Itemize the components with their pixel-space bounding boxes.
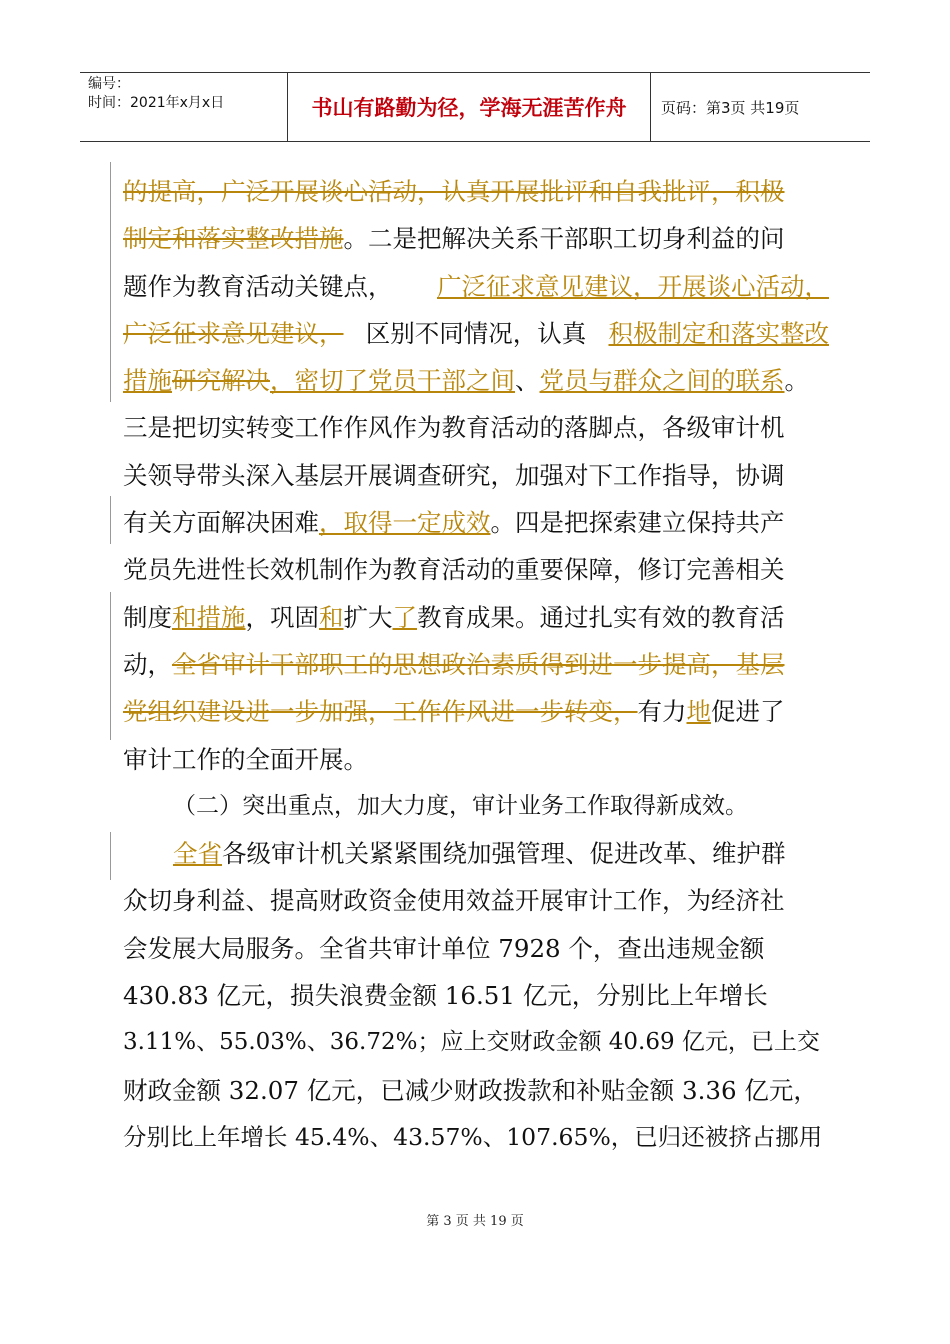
change-bar bbox=[110, 592, 111, 740]
body-text: 党员先进性长效机制作为教育活动的重要保障，修订完善相关 bbox=[123, 555, 785, 585]
body-text: 题作为教育活动关键点， bbox=[123, 271, 393, 301]
text-line bbox=[123, 404, 829, 451]
text-line bbox=[123, 1067, 829, 1114]
inserted-text: 和 bbox=[319, 602, 344, 632]
inserted-text: 措施 bbox=[123, 366, 172, 396]
deleted-text: 党组织建设进一步加强，工作作风进一步转变， bbox=[123, 697, 638, 727]
text-line bbox=[123, 1019, 829, 1066]
change-bar bbox=[110, 832, 111, 880]
document-header bbox=[80, 72, 870, 142]
text-line bbox=[123, 641, 829, 688]
body-text: 各级审计机关紧紧围绕加强管理、促进改革、维护群 bbox=[222, 839, 786, 869]
inserted-text: 积极制定和落实整改 bbox=[608, 318, 829, 348]
text-line bbox=[123, 499, 829, 546]
body-text: 。二是把解决关系干部职工切身利益的问 bbox=[343, 224, 785, 254]
text-line bbox=[123, 263, 829, 310]
body-text: 制度 bbox=[123, 602, 172, 632]
text-line bbox=[123, 736, 829, 783]
text-line bbox=[123, 452, 829, 499]
body-text: 会发展大局服务。全省共审计单位 7928 个，查出违规金额 bbox=[123, 933, 765, 963]
text-line bbox=[123, 830, 829, 877]
text-line bbox=[123, 310, 829, 357]
body-text: 3.11%、55.03%、36.72%；应上交财政金额 40.69 亿元，已上交 bbox=[123, 1029, 820, 1056]
deleted-text: 广泛征求意见建议， bbox=[123, 318, 344, 348]
text-line bbox=[123, 594, 829, 641]
time-label: 时间：2021年x月x日 bbox=[88, 95, 225, 111]
deleted-text: 的提高，广泛开展谈心活动，认真开展批评和自我批评，积极 bbox=[123, 177, 785, 206]
body-text: 众切身利益、提高财政资金使用效益开展审计工作，为经济社 bbox=[123, 886, 785, 916]
deleted-text: 制定和落实整改措施 bbox=[123, 224, 344, 254]
body-text: 审计工作的全面开展。 bbox=[123, 744, 368, 774]
inserted-text: 地 bbox=[686, 697, 711, 727]
deleted-text: 全省审计干部职工的思想政治素质得到进一步提高，基层 bbox=[172, 649, 785, 679]
text-line bbox=[123, 688, 829, 735]
body-text: 有力 bbox=[637, 697, 687, 727]
text-line bbox=[123, 546, 829, 593]
body-text: 动， bbox=[123, 649, 172, 679]
body-text: 教育成果。通过扎实有效的教育活 bbox=[417, 602, 785, 632]
deleted-text: 研究解决 bbox=[172, 366, 270, 396]
text-line bbox=[123, 972, 829, 1019]
text-line bbox=[123, 168, 829, 215]
section-heading bbox=[123, 783, 829, 830]
body-text: 分别比上年增长 45.4%、43.57%、107.65%，已归还被挤占挪用 bbox=[123, 1122, 823, 1151]
text-line bbox=[123, 877, 829, 924]
body-text: 。 bbox=[784, 366, 809, 396]
body-text: 三是把切实转变工作作风作为教育活动的落脚点，各级审计机 bbox=[123, 413, 785, 443]
body-text: 区别不同情况，认真 bbox=[365, 318, 587, 348]
number-label: 编号： bbox=[88, 76, 130, 92]
inserted-text: 全省 bbox=[173, 839, 222, 869]
body-text: ，巩固 bbox=[245, 602, 319, 632]
inserted-text: 党员与群众之间的联系 bbox=[539, 366, 785, 396]
body-text: 。四是把探索建立保持共产 bbox=[490, 508, 785, 538]
text-line bbox=[123, 215, 829, 262]
body-text: 、 bbox=[515, 366, 540, 396]
body-text: 促进了 bbox=[711, 697, 785, 727]
text-line bbox=[123, 925, 829, 972]
inserted-text: 广泛征求意见建议，开展谈心活动， bbox=[437, 271, 829, 301]
header-motto: 书山有路勤为径，学海无涯苦作舟 bbox=[288, 73, 651, 141]
change-bar bbox=[110, 496, 111, 544]
document-body bbox=[123, 168, 829, 1161]
page-footer: 第 3 页 共 19 页 bbox=[426, 1214, 524, 1229]
text-line bbox=[123, 357, 829, 404]
inserted-text: ，取得一定成效 bbox=[319, 508, 491, 538]
inserted-text: 了 bbox=[392, 602, 417, 632]
change-bar bbox=[110, 162, 111, 402]
header-meta bbox=[80, 73, 288, 141]
body-text: 430.83 亿元，损失浪费金额 16.51 亿元，分别比上年增长 bbox=[123, 981, 768, 1011]
text-line bbox=[123, 1114, 829, 1161]
body-text: 财政金额 32.07 亿元，已减少财政拨款和补贴金额 3.36 亿元， bbox=[123, 1075, 818, 1105]
heading-text: （二）突出重点，加大力度，审计业务工作取得新成效。 bbox=[173, 792, 748, 819]
body-text: 扩大 bbox=[343, 602, 393, 632]
inserted-text: 和措施 bbox=[172, 602, 246, 632]
body-text: 关领导带头深入基层开展调查研究，加强对下工作指导，协调 bbox=[123, 460, 785, 490]
inserted-text: ，密切了党员干部之间 bbox=[270, 366, 515, 396]
header-page-label: 页码：第3页 共19页 bbox=[661, 98, 800, 117]
body-text: 有关方面解决困难 bbox=[123, 508, 319, 538]
